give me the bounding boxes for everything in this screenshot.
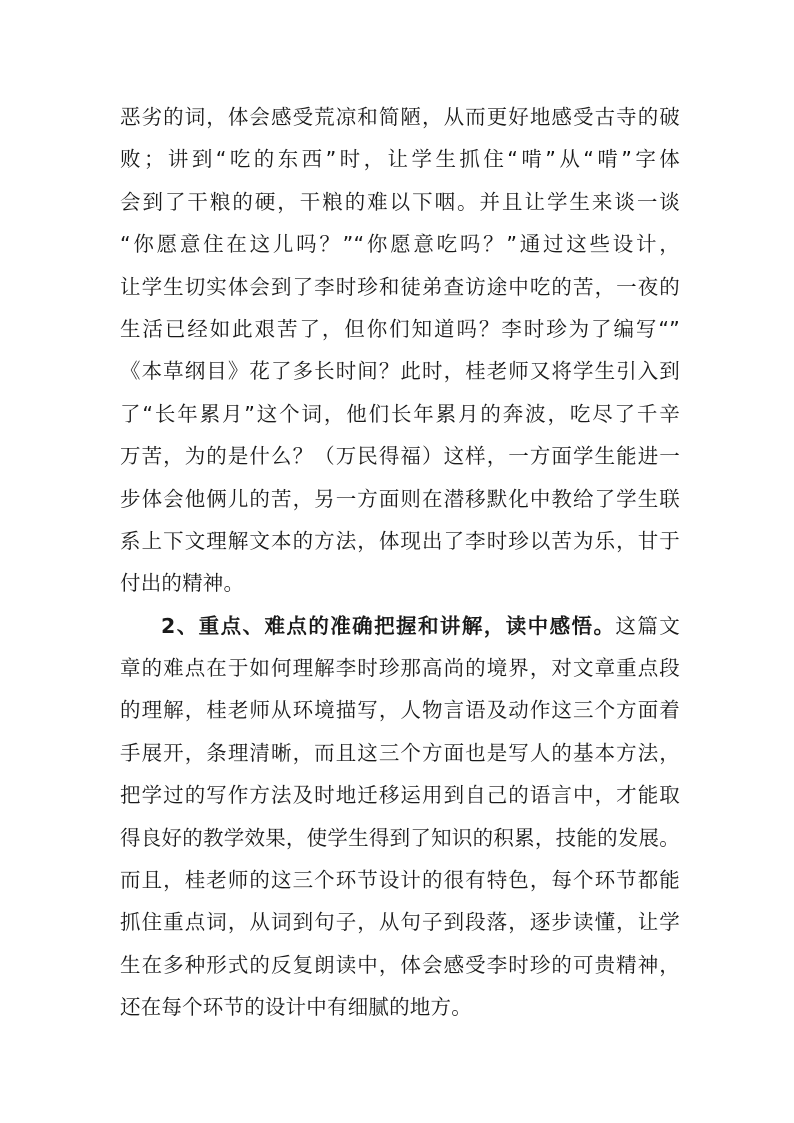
text-line: 步体会他俩儿的苦，另一方面则在潜移默化中教给了学生联 — [120, 486, 680, 511]
text-line: 万苦，为的是什么？（万民得福）这样，一方面学生能进一 — [120, 444, 680, 469]
text-line: 抓住重点词，从词到句子，从句子到段落，逐步读懂，让学 — [120, 910, 680, 935]
text-line: 败；讲到“吃的东西”时，让学生抓住“啃”从“啃”字体 — [120, 147, 680, 172]
text-line: 《本草纲目》花了多长时间？此时，桂老师又将学生引入到 — [120, 359, 680, 384]
body-text — [120, 96, 680, 1029]
text-line: 把学过的写作方法及时地迁移运用到自己的语言中，才能取 — [120, 783, 680, 808]
text-line: 而且，桂老师的这三个环节设计的很有特色，每个环节都能 — [120, 868, 680, 893]
text-line: 系上下文理解文本的方法，体现出了李时珍以苦为乐，甘于 — [120, 528, 680, 553]
section-2-heading: 2、重点、难点的准确把握和讲解，读中感悟。 — [161, 613, 616, 638]
text-line: 会到了干粮的硬，干粮的难以下咽。并且让学生来谈一谈 — [120, 189, 680, 214]
text-line: 恶劣的词，体会感受荒凉和简陋，从而更好地感受古寺的破 — [120, 105, 680, 129]
text-line: 得良好的教学效果，使学生得到了知识的积累，技能的发展。 — [120, 825, 680, 850]
section-2-first-line — [120, 605, 680, 647]
text-line: 生在多种形式的反复朗读中，体会感受李时珍的可贵精神， — [120, 952, 680, 977]
text-line: 了“长年累月”这个词，他们长年累月的奔波，吃尽了千辛 — [120, 401, 680, 426]
text-line: 章的难点在于如何理解李时珍那高尚的境界，对文章重点段 — [120, 656, 680, 681]
text-line: “你愿意住在这儿吗？”“你愿意吃吗？”通过这些设计， — [120, 232, 680, 257]
text-line: 的理解，桂老师从环境描写，人物言语及动作这三个方面着 — [120, 698, 680, 723]
section-2-first-line-rest: 这篇文 — [615, 613, 680, 638]
text-line: 付出的精神。 — [120, 571, 245, 596]
text-line: 让学生切实体会到了李时珍和徒弟查访途中吃的苦，一夜的 — [120, 274, 680, 299]
text-line: 生活已经如此艰苦了，但你们知道吗？李时珍为了编写“” — [120, 316, 680, 341]
text-line: 还在每个环节的设计中有细腻的地方。 — [120, 995, 472, 1020]
text-line: 手展开，条理清晰，而且这三个方面也是写人的基本方法， — [120, 740, 680, 765]
